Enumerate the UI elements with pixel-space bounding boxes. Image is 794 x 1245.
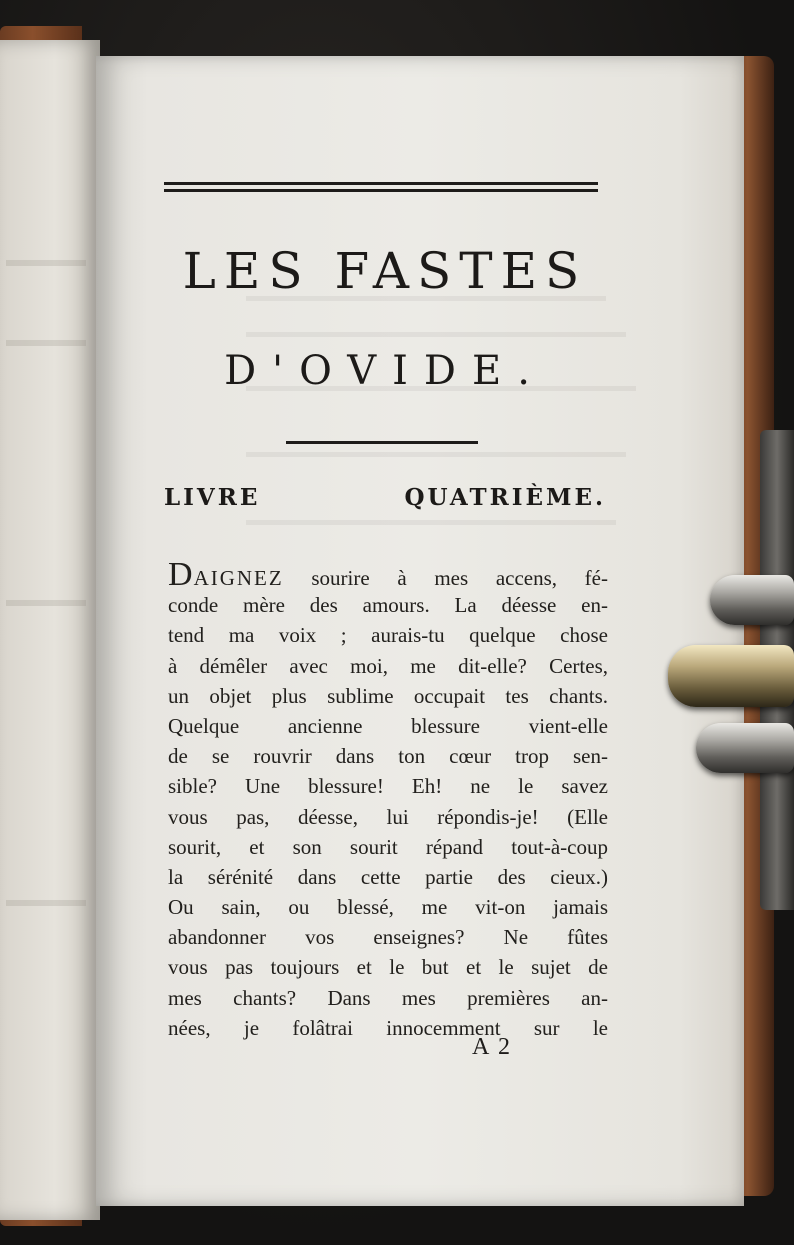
text-line: sourit, et son sourit répand tout-à-coup — [168, 834, 608, 859]
text-line: de se rouvrir dans ton cœur trop sen- — [168, 744, 608, 769]
text-line: conde mère des amours. La déesse en- — [168, 593, 608, 618]
text-line: sible? Une blessure! Eh! ne le savez — [168, 774, 608, 799]
text-line: un objet plus sublime occupait tes chants. — [168, 683, 608, 708]
text-line: abandonner vos enseignes? Ne fûtes — [168, 925, 608, 950]
signature-mark: A 2 — [472, 1034, 513, 1060]
text-line: nées, je folâtrai innocemment sur le — [168, 1015, 608, 1040]
drop-cap: D — [168, 556, 194, 593]
body-text — [168, 556, 608, 1043]
text-line: Ou sain, ou blessé, me vit-on jamais — [168, 895, 608, 920]
text-line-content: sourire à mes accens, fé- — [283, 566, 608, 590]
title-line-1: LES FASTES — [182, 242, 588, 300]
clasp-finger — [668, 645, 794, 707]
book-heading: LIVRE QUATRIÈME. — [164, 484, 606, 511]
text-line: la sérénité dans cette partie des cieux.) — [168, 864, 608, 889]
text-line — [168, 556, 608, 593]
text-line: à démêler avec moi, me dit-elle? Certes, — [168, 653, 608, 678]
text-line: vous pas, déesse, lui répondis-je! (Elle — [168, 804, 608, 829]
title-line-2: D'OVIDE. — [224, 348, 546, 394]
first-word-rest: AIGNEZ — [193, 566, 284, 590]
clasp-finger — [710, 575, 794, 625]
top-double-rule — [164, 182, 598, 192]
text-line: tend ma voix ; aurais-tu quelque chose — [168, 623, 608, 648]
metal-clasp — [668, 575, 794, 780]
section-rule — [286, 441, 478, 444]
text-line: vous pas toujours et le but et le sujet de — [168, 955, 608, 980]
text-line: Quelque ancienne blessure vient-elle — [168, 713, 608, 738]
left-page — [0, 40, 100, 1220]
clasp-finger — [696, 723, 794, 773]
text-line: mes chants? Dans mes premières an- — [168, 985, 608, 1010]
